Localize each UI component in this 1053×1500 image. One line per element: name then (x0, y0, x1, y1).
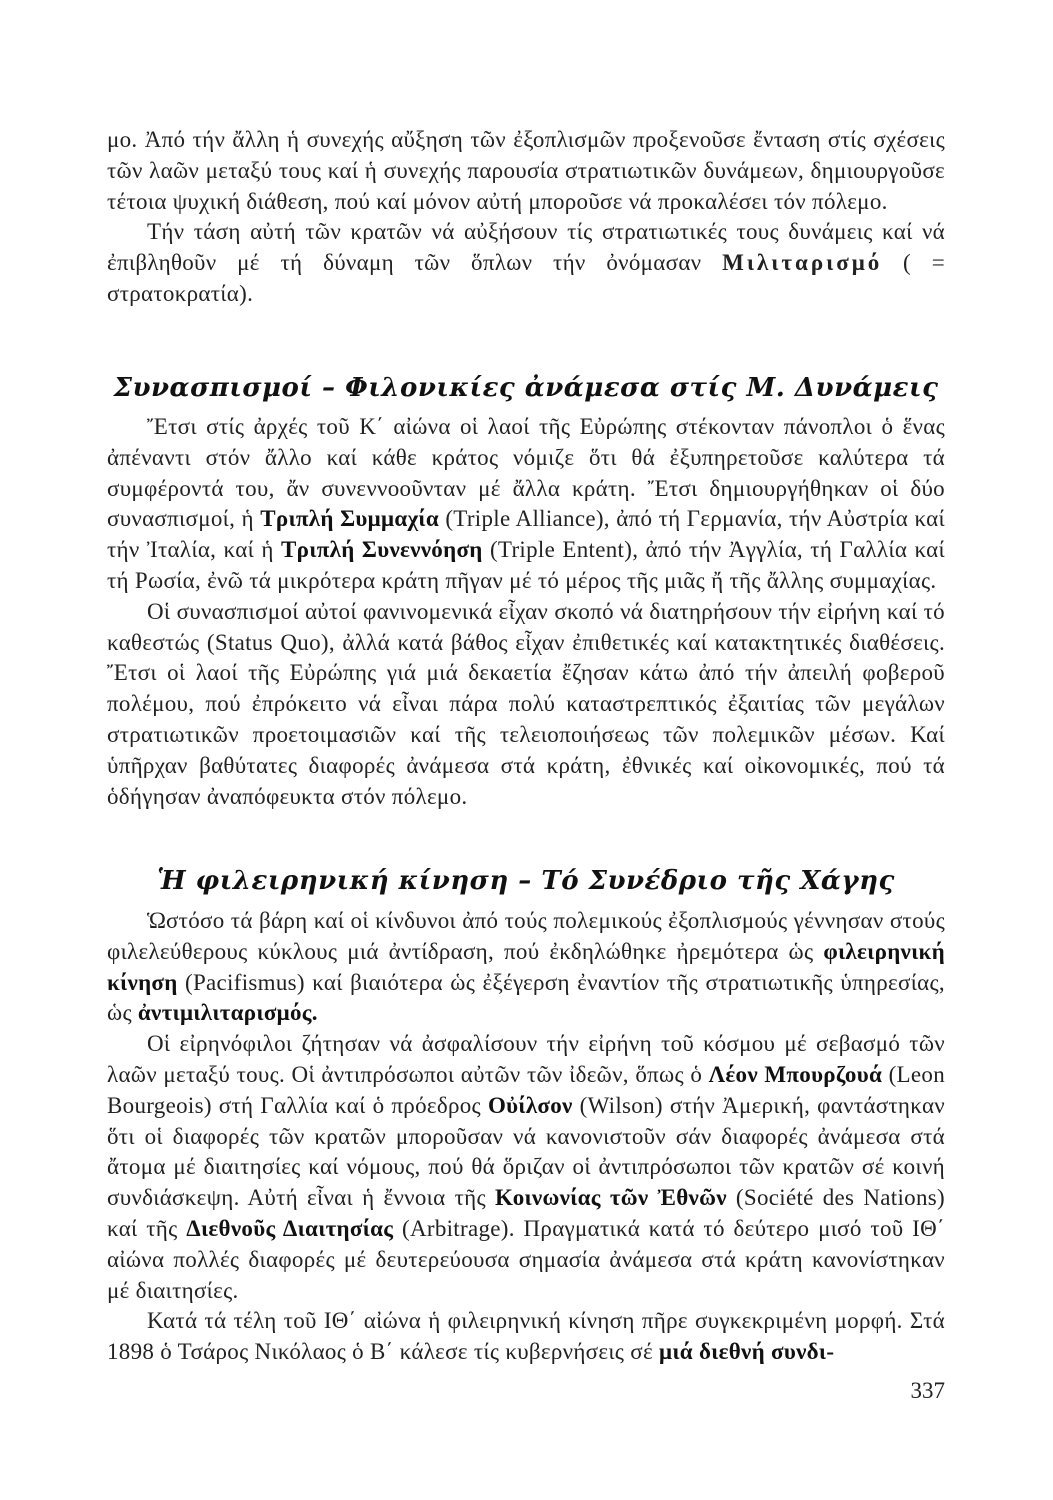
section-heading: Ἡ φιλειρηνική κίνηση – Τό Συνέδριο τῆς Χάγης (157, 866, 895, 896)
heading-alliances-wrap (107, 373, 945, 404)
text-run: Ἔτσι στίς ἀρχές τοῦ Κ΄ αἰώνα οἱ λαοί τῆς Εὐρώπης στέκονταν πάνοπλοι ὁ ἕνας ἀπέναντι στόν ἄλλο καί κάθε κράτος νόμιζε ὅτι θά ἐξυπηρετοῦσε καλύτερα τά συμφέροντά του, ἄν συνεννοοῦνταν μέ ἄλλα κράτη. Ἔτσι δημιουργήθηκαν οἱ δύο συνασπισμοί, ἡ (107, 414, 945, 532)
bold-term: Διεθνοῦς Διαιτησίας (186, 1215, 394, 1241)
text-run: (Leon Bourgeois) στή Γαλλία καί ὁ πρόεδρος (107, 1061, 945, 1118)
text-run: (Wilson) στήν Ἀμερική, φαντάστηκαν ὅτι οἱ διαφορές τῶν κρατῶν μποροῦσαν νά κανονιστοῦν σάν διαφορές ἀνάμεσα στά ἄτομα μέ διαιτησίες καί νόμους, πού θά ὅριζαν οἱ ἀντιπρόσωποι τῶν κρατῶν σέ κοινή συνδιάσκεψη. Αὐτή εἶναι ἡ ἔννοια τῆς (107, 1092, 945, 1211)
section-militarism (107, 125, 945, 310)
text-run: Οἱ εἰρηνόφιλοι ζήτησαν νά ἀσφαλίσουν τήν εἰρήνη τοῦ κόσμου μέ σεβασμό τῶν λαῶν μεταξύ τους. Οἱ ἀντιπρόσωποι αὐτῶν τῶν ἰδεῶν, ὅπως ὁ (107, 1031, 945, 1087)
paragraph (107, 906, 945, 1029)
paragraph: μο. Ἀπό τήν ἄλλη ἡ συνεχής αὔξηση τῶν ἐξοπλισμῶν προξενοῦσε ἔνταση στίς σχέσεις τῶν λαῶν μεταξύ τους καί ἡ συνεχής παρουσία στρατιωτικῶν δυνάμεων, δημιουργοῦσε τέτοια ψυχική διάθεση, πού καί μόνον αὐτή μποροῦσε νά προκαλέσει τόν πόλεμο. (107, 127, 945, 214)
section-alliances (107, 412, 945, 812)
bold-term: ἀντιμιλιταρισμός. (137, 1000, 318, 1026)
text-run: (Triple Alliance), ἀπό τή Γερμανία, τήν Αὐστρία καί τήν Ἰταλία, καί ἡ (107, 506, 945, 563)
paragraph (107, 1029, 945, 1306)
text-run: Τήν τάση αὐτή τῶν κρατῶν νά αὐξήσουν τίς στρατιωτικές τους δυνάμεις καί νά ἐπιβληθοῦν μέ τή δύναμη τῶν ὅπλων τήν ὀνόμασαν (107, 219, 945, 276)
text-run: (Triple Entent), ἀπό τήν Ἀγγλία, τή Γαλλία καί τή Ρωσία, ἐνῶ τά μικρότερα κράτη πῆγαν μέ τό μέρος τῆς μιᾶς ἤ τῆς ἄλλης συμμαχίας. (107, 537, 945, 593)
section-pacifism (107, 906, 945, 1368)
bold-term: Τριπλή Συμμαχία (260, 506, 439, 532)
paragraph (107, 412, 945, 597)
paragraph (107, 1306, 945, 1368)
text-run: (Société des Nations) καί τῆς (107, 1185, 945, 1241)
bold-term: μιά διεθνή συνδι- (658, 1339, 835, 1365)
text-run: ( = στρατοκρατία). (107, 250, 945, 306)
bold-term: Οὐίλσον (487, 1092, 573, 1118)
bold-term: Μιλιταρισμό (722, 250, 883, 276)
text-run: Κατά τά τέλη τοῦ ΙΘ΄ αἰώνα ἡ φιλειρηνική κίνηση πῆρε συγκεκριμένη μορφή. Στά 1898 ὁ Τσάρος Νικόλαος ὁ Β΄ κάλεσε τίς κυβερνήσεις σέ (107, 1308, 945, 1365)
section-heading: Συνασπισμοί – Φιλονικίες ἀνάμεσα στίς Μ. Δυνάμεις (113, 373, 939, 403)
bold-term: Τριπλή Συνεννόηση (281, 537, 483, 563)
bold-term: Λέον Μπουρζουά (708, 1061, 883, 1087)
bold-term: Κοινωνίας τῶν Ἐθνῶν (494, 1185, 727, 1211)
paragraph: Οἱ συνασπισμοί αὐτοί φανινομενικά εἶχαν σκοπό νά διατηρήσουν τήν εἰρήνη καί τό καθεστώς (Status Quo), ἀλλά κατά βάθος εἶχαν ἐπιθετικές καί κατακτητικές διαθέσεις. Ἔτσι οἱ λαοί τῆς Εὐρώπης γιά μιά δεκαετία ἔζησαν κάτω ἀπό τήν ἀπειλή φοβεροῦ πολέμου, πού ἐπρόκειτο νά εἶναι πάρα πολύ καταστρεπτικός ἐξαιτίας τῶν μεγάλων στρατιωτικῶν προετοιμασιῶν καί τῆς τελειοποιήσεως τῶν πολεμικῶν μέσων. Καί ὑπῆρχαν βαθύτατες διαφορές ἀνάμεσα στά κράτη, ἐθνικές καί οἰκονομικές, πού τά ὁδήγησαν ἀναπόφευκτα στόν πόλεμο. (107, 598, 945, 809)
page-number: 337 (910, 1378, 945, 1403)
paragraph (107, 217, 945, 309)
text-run: (Pacifismus) καί βιαιότερα ὡς ἐξέγερση ἐναντίον τῆς στρατιωτικῆς ὑπηρεσίας, ὡς (107, 969, 945, 1026)
heading-pacifism-wrap (107, 866, 945, 897)
text-run: Ὡστόσο τά βάρη καί οἱ κίνδυνοι ἀπό τούς πολεμικούς ἐξοπλισμούς γέννησαν στούς φιλελεύθερους κύκλους μιά ἀντίδραση, πού ἐκδηλώθηκε ἠρεμότερα ὡς (107, 908, 945, 964)
text-run: (Arbitrage). Πραγματικά κατά τό δεύτερο μισό τοῦ ΙΘ΄ αἰώνα πολλές διαφορές μέ δευτερεύουσα σημασία ἀνάμεσα στά κράτη κανονίστηκαν μέ διαιτησίες. (107, 1215, 945, 1303)
bold-term: φιλειρηνική κίνηση (107, 938, 945, 995)
